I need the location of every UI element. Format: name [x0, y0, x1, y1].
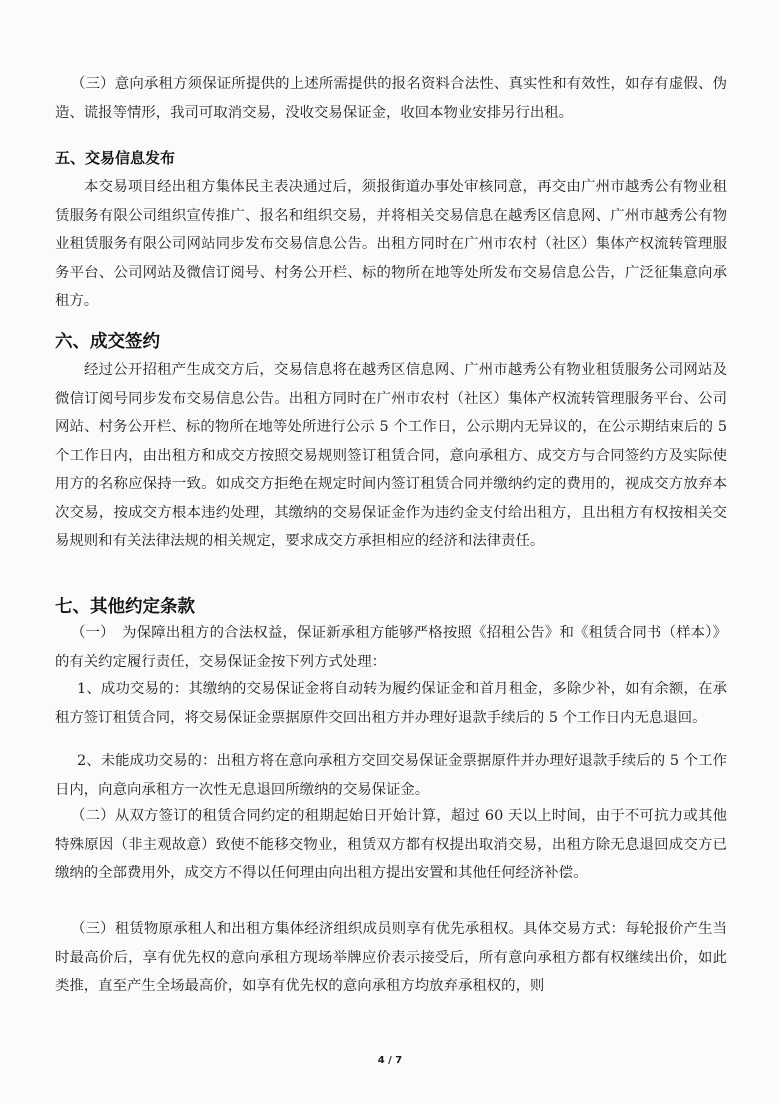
- paragraph-force-majeure: （二）从双方签订的租赁合同约定的租期起始日开始计算，超过 60 天以上时间，由于不可抗力或其他特殊原因（非主观故意）致使不能移交物业，租赁双方都有权提出取消交易，出租方除无息退回成交方已缴纳的全部费用外，成交方不得以任何理由向出租方提出安置和其他任何经济补偿。: [55, 808, 727, 881]
- paragraph-reservation-clause-3: （三）意向承租方须保证所提供的上述所需提供的报名资料合法性、真实性和有效性，如存有虚假、伪造、谎报等情形，我司可取消交易，没收交易保证金，收回本物业安排另行出租。: [55, 76, 727, 121]
- paragraph-priority-right: （三）租赁物原承租人和出租方集体经济组织成员则享有优先承租权。具体交易方式：每轮报价产生当时最高价后，享有优先权的意向承租方现场举牌应价表示接受后，所有意向承租方都有权继续出价，如此类推，直至产生全场最高价，如享有优先权的意向承租方均放弃承租权的，则: [55, 921, 727, 994]
- section-heading-7: 七、其他约定条款: [55, 597, 195, 617]
- paragraph-deposit-handling: （一） 为保障出租方的合法权益，保证新承租方能够严格按照《招租公告》和《租赁合同书（样本）》的有关约定履行责任，交易保证金按下列方式处理：: [55, 625, 727, 670]
- paragraph-signing: 经过公开招租产生成交方后，交易信息将在越秀区信息网、广州市越秀公有物业租赁服务公司网站及微信订阅号同步发布交易信息公告。出租方同时在广州市农村（社区）集体产权流转管理服务平台、公司网站、村务公开栏、标的物所在地等处所进行公示 5 个工作日，公示期内无异议的，在公示期结束后的 5 个工作日内，由出租方和成交方按照交易规则签订租赁合同，意向承租方、成交方与合同签约方及实际使用方的名称应保持一致。如成交方拒绝在规定时间内签订租赁合同并缴纳约定的费用的，视成交方放弃本次交易，按成交方根本违约处理，其缴纳的交易保证金作为违约金支付给出租方，且出租方有权按相关交易规则和有关法律法规的相关规定，要求成交方承担相应的经济和法律责任。: [55, 362, 727, 549]
- paragraph-failed-deal: 2、未能成功交易的：出租方将在意向承租方交回交易保证金票据原件并办理好退款手续后的 5 个工作日内，向意向承租方一次性无息退回所缴纳的交易保证金。: [55, 753, 727, 798]
- paragraph-successful-deal: 1、成功交易的：其缴纳的交易保证金将自动转为履约保证金和首月租金，多除少补，如有余额，在承租方签订租赁合同，将交易保证金票据原件交回出租方并办理好退款手续后的 5 个工作日内无息退回。: [55, 681, 727, 726]
- section-heading-6: 六、成交签约: [55, 332, 160, 352]
- page-number: 4 / 7: [377, 1055, 403, 1066]
- paragraph-info-release: 本交易项目经出租方集体民主表决通过后，须报街道办事处审核同意，再交由广州市越秀公有物业租赁服务有限公司组织宣传推广、报名和组织交易，并将相关交易信息在越秀区信息网、广州市越秀公有物业租赁服务有限公司网站同步发布交易信息公告。出租方同时在广州市农村（社区）集体产权流转管理服务平台、公司网站及微信订阅号、村务公开栏、标的物所在地等处所发布交易信息公告，广泛征集意向承租方。: [55, 179, 727, 309]
- section-heading-5: 五、交易信息发布: [55, 149, 176, 167]
